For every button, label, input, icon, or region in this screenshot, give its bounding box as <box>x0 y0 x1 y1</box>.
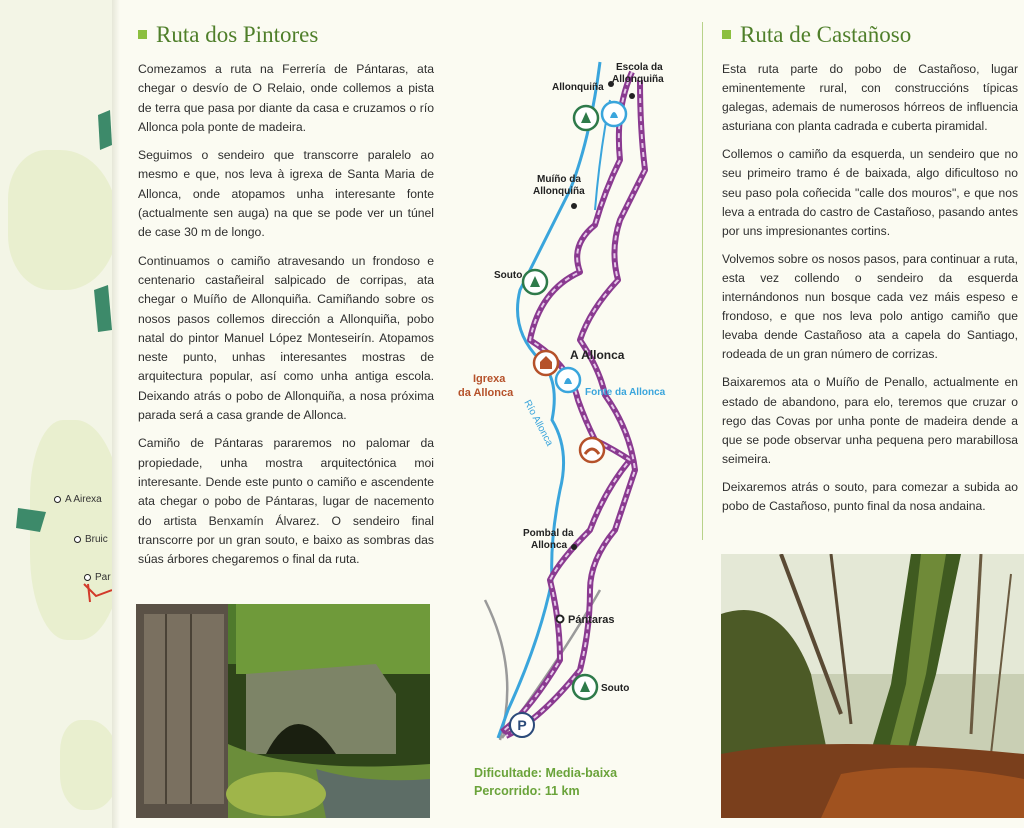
label-pombal-2: Allonca <box>531 540 568 551</box>
route-pintores-paragraph-3: Continuamos o camiño atravesando un frondoso e centenario castañeiral salpicado de corripas, ata chegar o Muíño de Allonquiña. Camiñando sobre os nosos pasos collemos dirección a Allonquiña, pobo natal do pintor Manuel López Monteseirín. Atopamos neste punto, unhas interesantes mostras de arquitectura popular, así como unha antiga escola. Deixando atrás o pobo de Allonquiña, a nosa próxima parada será a casa grande de Allonca. <box>138 253 434 423</box>
label-pombal-1: Pombal da <box>523 528 574 539</box>
village-dot <box>629 93 635 99</box>
route-map-svg <box>440 20 710 760</box>
label-allonquina: Allonquiña <box>552 82 604 93</box>
parking-icon <box>510 713 534 737</box>
label-igrexa-1: Igrexa <box>473 373 506 385</box>
fonte-icon <box>602 102 626 126</box>
photo-mossy-forest <box>721 554 1024 818</box>
church-icon <box>534 351 558 375</box>
label-pantaras: Pántaras <box>568 614 615 626</box>
label-muino-2: Allonquiña <box>533 186 585 197</box>
route-pintores-paragraph-1: Comezamos a ruta na Ferrería de Pántaras, ata chegar o desvío de O Relaio, onde collemos a pista de terra que pasa por diante da casa e cruzamos o río Allonca pola ponte de madeira. <box>138 62 434 134</box>
map-label-par: Par <box>84 572 111 583</box>
souto-icon <box>573 675 597 699</box>
photo-stone-bridge <box>136 604 430 818</box>
map-label-airexa: A Airexa <box>54 494 102 505</box>
route-pintores-paragraph-4: Camiño de Pántaras pararemos no palomar da propiedade, unha mostra arquitectónica moi interesante. Dende este punto o camiño e ascendente ata chegar o pobo de Pántaras, lugar de nacemento do artista Benxamín Álvarez. O sendeiro final transcorre por un gran souto, e baixo as sombras das súas árbores chegaremos o final da ruta. <box>138 436 434 567</box>
fonte-icon <box>556 368 580 392</box>
difficulty-text: Dificultade: Media-baixa <box>474 766 618 780</box>
route-castanoso-paragraph-5: Deixaremos atrás o souto, para comezar a subida ao pobo de Castañoso, punto final da nosa andaina. <box>722 479 1018 513</box>
bridge-icon <box>580 438 604 462</box>
label-rio: Río Allonca <box>521 398 555 449</box>
parking-label: P <box>517 717 527 733</box>
label-igrexa-2: da Allonca <box>458 387 514 399</box>
route-pintores-column <box>138 18 434 578</box>
map-label-bruic: Bruic <box>74 534 108 545</box>
label-fonte: Fonte da Allonca <box>585 387 666 398</box>
label-souto-bottom: Souto <box>601 683 630 694</box>
label-souto-top: Souto <box>494 270 523 281</box>
village-dot-pantaras <box>557 616 564 623</box>
route-castanoso-paragraph-1: Esta ruta parte do pobo de Castañoso, lugar eminentemente rural, con construccións típicas galegas, ademais de numerosos hórreos de influencia asturiana con planta cadrada e cuberta piramidal. <box>722 62 1018 134</box>
route-footer <box>474 764 617 800</box>
route-castanoso-column <box>722 18 1018 525</box>
route-map <box>440 20 710 760</box>
label-escola-1: Escola da <box>616 62 663 73</box>
left-map-strip <box>0 0 113 828</box>
distance-text: Percorrido: 11 km <box>474 784 580 798</box>
column-divider <box>702 22 703 540</box>
route-castanoso-paragraph-4: Baixaremos ata o Muíño de Penallo, actualmente en estado de abandono, para elo, teremos que cruzar o rego das Covas por unha ponte de madeira dende a que se pode observar unha pequena pero marabillosa seimeira. <box>722 375 1018 466</box>
souto-icon <box>523 270 547 294</box>
square-bullet-icon <box>722 30 731 39</box>
souto-icon <box>574 106 598 130</box>
route-castanoso-title: Ruta de Castañoso <box>722 22 1018 48</box>
page-fold <box>112 0 120 828</box>
route-castanoso-paragraph-2: Collemos o camiño da esquerda, un sendeiro que no seu primeiro tramo é de baixada, algo dificultoso no seu paso pola coñecida "calle dos mouros", e que nos leva a entrada do castro de Castañoso, pasando antes por uns impresionantes cortins. <box>722 147 1018 238</box>
label-a-allonca: A Allonca <box>570 348 625 362</box>
village-dot <box>571 544 577 550</box>
route-pintores-title: Ruta dos Pintores <box>138 22 434 48</box>
left-map-shapes <box>0 0 112 828</box>
square-bullet-icon <box>138 30 147 39</box>
route-pintores-paragraph-2: Seguimos o sendeiro que transcorre paralelo ao mesmo e que, nos leva à igrexa de Santa Maria de Allonca, onde atopamos unha interesante fonte (actualmente sen auga) na que se pode ver un túnel de case 30 m de longo. <box>138 148 434 240</box>
route-castanoso-paragraph-3: Volvemos sobre os nosos pasos, para continuar a ruta, esta vez collendo o sendeiro da esquerda internándonos nun bosque cada vez máis espeso e frondoso, e que nos leva polo antigo camiño que levaba dende Castañoso ata a capela do Santiago, rodeada de un gran número de corrizas. <box>722 251 1018 362</box>
village-dot <box>571 203 577 209</box>
label-escola-2: Allonquiña <box>612 74 664 85</box>
label-muino-1: Muíño da <box>537 174 581 185</box>
